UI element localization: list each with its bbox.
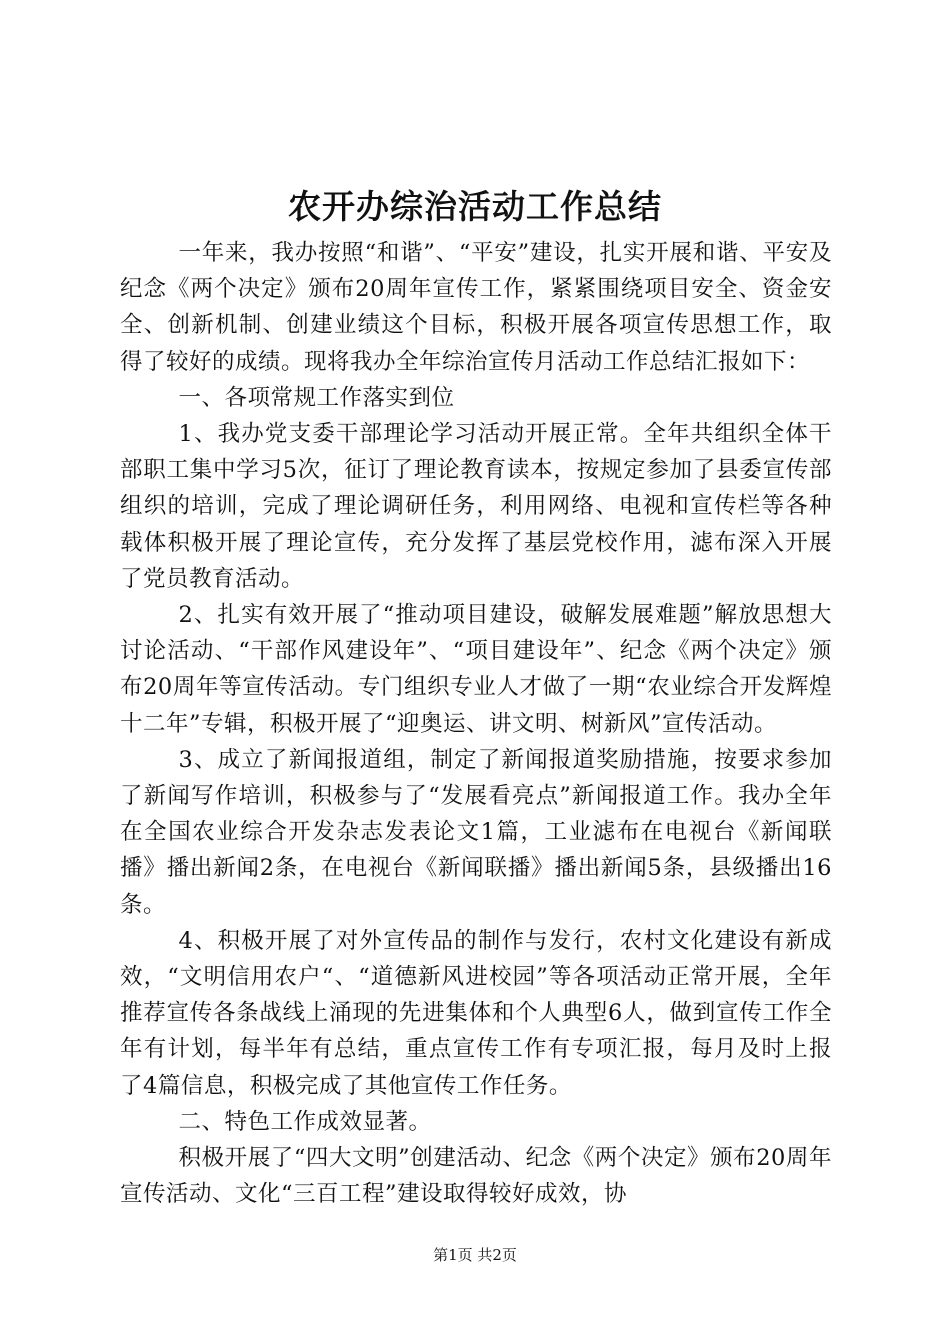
page-footer: 第1页 共2页 (433, 1246, 517, 1264)
intro-paragraph: 一年来，我办按照“和谐”、“平安”建设，扎实开展和谐、平安及纪念《两个决定》颁布20周年宣传工作，紧紧围绕项目安全、资金安全、创新机制、创建业绩这个目标，积极开展各项宣传思想工作，取得了较好的成绩。现将我办全年综治宣传月活动工作总结汇报如下： (120, 240, 832, 375)
paragraph-item-2: 2、扎实有效开展了“推动项目建设，破解发展难题”解放思想大讨论活动、“干部作风建设年”、“项目建设年”、纪念《两个决定》颁布20周年等宣传活动。专门组织专业人才做了一期“农业综合开发辉煌十二年”专辑，积极开展了“迎奥运、讲文明、树新风”宣传活动。 (120, 602, 832, 737)
document-title: 农开办综治活动工作总结 (288, 187, 662, 226)
paragraph-item-4: 4、积极开展了对外宣传品的制作与发行，农村文化建设有新成效，“文明信用农户“、“道德新风进校园”等各项活动正常开展，全年推荐宣传各条战线上涌现的先进集体和个人典型6人，做到宣传工作全年有计划，每半年有总结，重点宣传工作有专项汇报，每月及时上报了4篇信息，积极完成了其他宣传工作任务。 (120, 927, 832, 1099)
paragraph-special: 积极开展了“四大文明”创建活动、纪念《两个决定》颁布20周年宣传活动、文化“三百工程”建设取得较好成效，协 (120, 1145, 832, 1208)
paragraph-item-1: 1、我办党支委干部理论学习活动开展正常。全年共组织全体干部职工集中学习5次，征订了理论教育读本，按规定参加了县委宣传部组织的培训，完成了理论调研任务，利用网络、电视和宣传栏等各种载体积极开展了理论宣传，充分发挥了基层党校作用，滤布深入开展了党员教育活动。 (120, 421, 832, 592)
document-body (120, 235, 832, 1212)
section-heading-2: 二、特色工作成效显著。 (178, 1108, 432, 1135)
section-heading-1: 一、各项常规工作落实到位 (178, 384, 455, 411)
paragraph-item-3: 3、成立了新闻报道组，制定了新闻报道奖励措施，按要求参加了新闻写作培训，积极参与了“发展看亮点”新闻报道工作。我办全年在全国农业综合开发杂志发表论文1篇，工业滤布在电视台《新闻联播》播出新闻2条，在电视台《新闻联播》播出新闻5条，县级播出16条。 (120, 746, 832, 918)
